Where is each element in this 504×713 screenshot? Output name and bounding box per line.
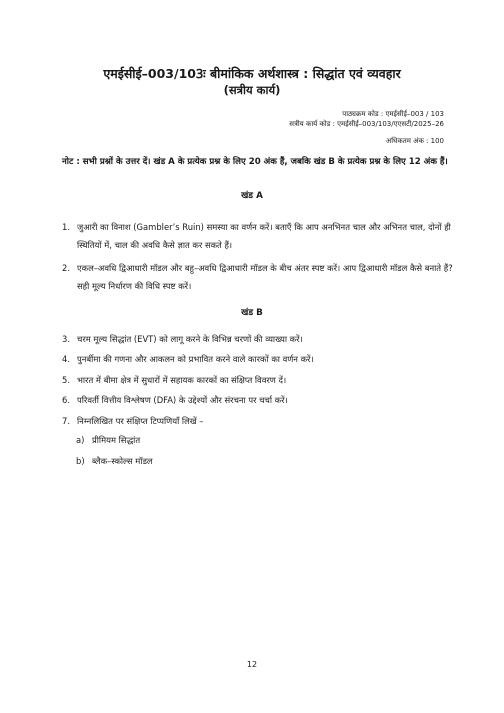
question-number: 1. bbox=[62, 222, 70, 232]
page-number: 12 bbox=[246, 660, 258, 669]
page-title: एमईसीई–003/103ः बीमांकिक अर्थशास्त्र : सिद्धांत एवं व्यवहार bbox=[103, 66, 401, 81]
question-number: 3. bbox=[62, 334, 70, 344]
question-2 bbox=[62, 259, 454, 295]
question-text: पुनर्बीमा की गणना और आकलन को प्रभावित करने वाले कारकों का वर्णन करें। bbox=[77, 354, 314, 364]
question-text: भारत में बीमा क्षेत्र में सुधारों में सहायक कारकों का संक्षिप्त विवरण दें। bbox=[77, 375, 287, 385]
course-code: पाठ्यक्रम कोड : एमईसीई–003 / 103 bbox=[342, 110, 444, 118]
question-text: निम्नलिखित पर संक्षिप्त टिप्पणियाँ लिखें – bbox=[77, 416, 204, 426]
question-number: 6. bbox=[62, 395, 70, 405]
sub-item-number: a) bbox=[76, 435, 85, 445]
section-a-heading: खंड A bbox=[241, 191, 263, 201]
question-text: जुआरी का विनाश (Gambler’s Ruin) समस्या का वर्णन करें। बताएँ कि आप अनभिनत चाल और अभिनत चाल, दोनों ही स्थितियों में, चाल की अवधि कैसे ज्ञात कर सकते हैं। bbox=[77, 222, 451, 250]
question-text: एकल–अवधि द्विआधारी मॉडल और बहु–अवधि द्विआधारी मॉडल के बीच अंतर स्पष्ट करें। आप द्विआधारी मॉडल कैसे बनाते हैं? सही मूल्य निर्धारण की विधि स्पष्ट करें। bbox=[77, 263, 453, 291]
max-marks: अधिकतम अंक : 100 bbox=[385, 137, 444, 145]
question-7 bbox=[62, 412, 454, 430]
sub-item-a bbox=[76, 433, 140, 447]
assignment-code: सत्रीय कार्य कोड : एमईसीई–003/103/एएसटी/2025–26 bbox=[289, 120, 444, 128]
question-3 bbox=[62, 330, 454, 348]
sub-item-text: प्रीमियम सिद्धांत bbox=[92, 435, 141, 445]
question-5 bbox=[62, 371, 454, 389]
question-4 bbox=[62, 350, 454, 368]
question-text: चरम मूल्य सिद्धांत (EVT) को लागू करने के विभिन्न चरणों की व्याख्या करें। bbox=[77, 334, 303, 344]
question-number: 2. bbox=[62, 263, 70, 273]
question-number: 4. bbox=[62, 354, 70, 364]
sub-item-text: ब्लैक–स्कोल्स मॉडल bbox=[92, 456, 153, 466]
question-number: 5. bbox=[62, 375, 70, 385]
sub-item-b bbox=[76, 454, 153, 468]
sub-item-number: b) bbox=[76, 456, 85, 466]
page-subtitle: (सत्रीय कार्य) bbox=[223, 83, 281, 97]
question-6 bbox=[62, 391, 454, 409]
question-number: 7. bbox=[62, 416, 70, 426]
question-text: परिवर्ती वित्तीय विश्लेषण (DFA) के उद्देश्यों और संरचना पर चर्चा करें। bbox=[77, 395, 288, 405]
section-b-heading: खंड B bbox=[241, 308, 263, 318]
instructions-note: नोट : सभी प्रश्नों के उत्तर दें। खंड A के प्रत्येक प्रश्न के लिए 20 अंक हैं, जबकि खंड B के प्रत्येक प्रश्न के लिए 12 अंक हैं। bbox=[62, 157, 448, 167]
question-1 bbox=[62, 218, 454, 254]
